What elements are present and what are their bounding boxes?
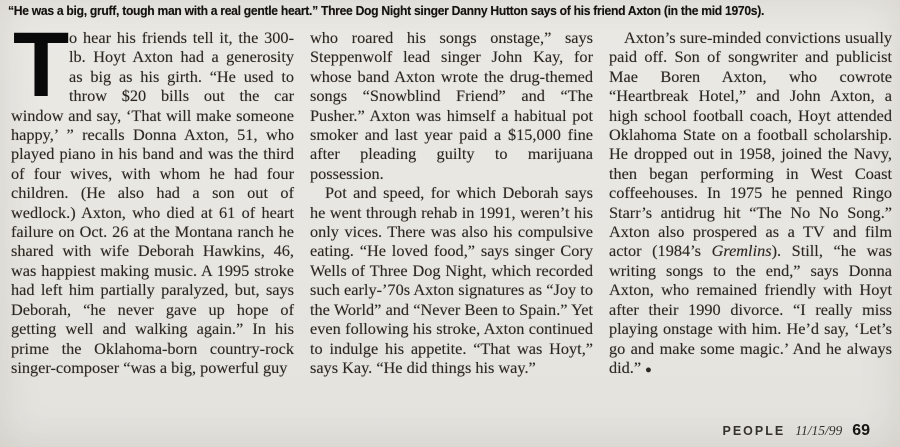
page-number: 69 xyxy=(852,422,870,439)
paragraph-1-continued xyxy=(310,28,593,183)
paragraph-3-text-start: Axton’s sure-minded convictions usually paid off. Son of songwriter and publicist Mae Boren Axton, who cowrote “Heartbreak Hotel,” and John Axton, a high school football coach, Hoyt attended Oklahoma State on a football scholarship. He dropped out in 1958, joined the Navy, then began performing in West Coast coffeehouses. In 1975 he penned Ringo Starr’s antidrug hit “The No No Song.” Axton also prospered as a TV and film actor (1984’s xyxy=(609,28,892,261)
magazine-name: PEOPLE xyxy=(722,424,786,438)
paragraph-3 xyxy=(609,28,892,380)
article-column-3 xyxy=(609,28,892,380)
paragraph-3-text-end: ). Still, “he was writing songs to the end,” says Donna Axton, who remained friendly with Hoyt after their 1990 divorce. “I really miss playing onstage with him. He’d say, ‘Let’s go and make some magic.’ And he always did.” xyxy=(609,241,892,377)
photo-caption: “He was a big, gruff, tough man with a real gentle heart.” Three Dog Night singer Danny Hutton says of his friend Axton (in the mid 1970s). xyxy=(8,4,765,18)
article-column-1 xyxy=(11,14,294,380)
paragraph-1 xyxy=(11,14,294,377)
drop-cap-letter: T xyxy=(13,14,68,116)
article-body xyxy=(11,14,892,380)
page-footer xyxy=(722,422,870,440)
issue-date: 11/15/99 xyxy=(795,423,843,438)
paragraph-1-continued-text: who roared his songs onstage,” says Steppenwolf lead singer John Kay, for whose band Axton wrote the drug-themed songs “Snowblind Friend” and “The Pusher.” Axton was himself a habitual pot smoker and last year paid a $15,000 fine after pleading guilty to marijuana possession. xyxy=(310,28,593,183)
paragraph-2 xyxy=(310,183,593,377)
paragraph-1-text: o hear his friends tell it, the 300-lb. Hoyt Axton had a generosity as big as his girth. “He used to throw $20 bills out the car window and say, ‘That will make someone happy,’ ” recalls Donna Axton, 51, who played piano in his band and was the third of four wives, with whom he had four children. (He also had a son out of wedlock.) Axton, who died at 61 of heart failure on Oct. 26 at the Montana ranch he shared with wife Deborah Hawkins, 46, was happiest making music. A 1995 stroke had left him partially paralyzed, but, says Deborah, “he never gave up hope of getting well and walking again.” In his prime the Oklahoma-born country-rock singer-composer “was a big, powerful guy xyxy=(11,28,294,377)
paragraph-2-text: Pot and speed, for which Deborah says he went through rehab in 1991, weren’t his only vices. There was also his compulsive eating. “He loved food,” says singer Cory Wells of Three Dog Night, which recorded such early-’70s Axton signatures as “Joy to the World” and “Never Been to Spain.” Yet even following his stroke, Axton continued to indulge his appetite. “That was Hoyt,” says Kay. “He did things his way.” xyxy=(310,183,593,377)
article-column-2 xyxy=(310,28,593,380)
movie-title-italic: Gremlins xyxy=(711,241,772,261)
end-of-article-bullet: ● xyxy=(645,363,652,376)
